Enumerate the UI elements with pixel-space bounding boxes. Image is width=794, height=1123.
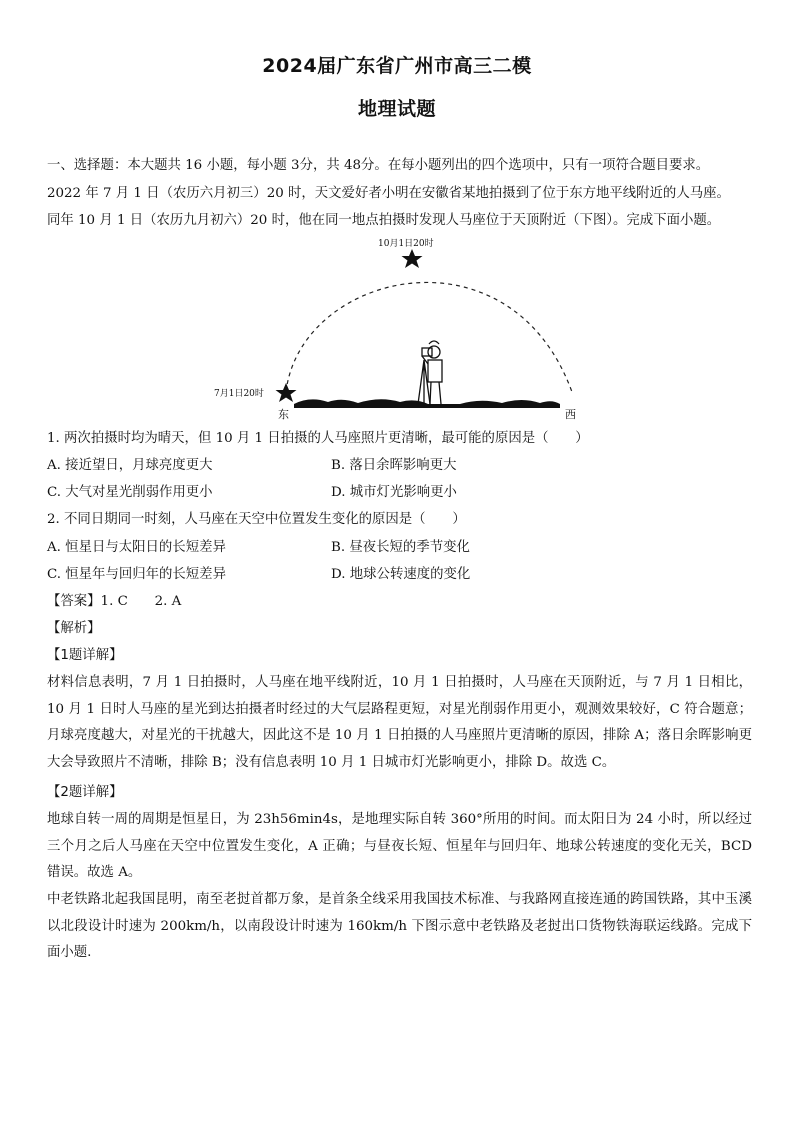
q1-analysis-body: 材料信息表明，7 月 1 日拍摄时，人马座在地平线附近，10 月 1 日拍摄时，人马座在天顶附近，与 7 月 1 日相比，10 月 1 日时人马座的星光到达拍摄者时经过的大气层路程更短，对星光削弱作用更小，观测效果较好，C 符合题意；月球亮度越大，对星光的干扰越大，因此这不是 10 月 1 日拍摄的人马座照片更清晰的原因，排除 A；落日余晖影响更大会导致照片不清晰，排除 B；没有信息表明 10 月 1 日城市灯光影响更小，排除 D。故选 C。 (47, 675, 752, 770)
q1-option-c: C. 大气对星光削弱作用更小 (47, 485, 213, 500)
label-jul1: 7月1日20时 (214, 389, 264, 399)
question-1-stem: 1. 两次拍摄时均为晴天，但 10 月 1 日拍摄的人马座照片更清晰，最可能的原因是（ ） (47, 431, 589, 446)
page-subtitle: 地理试题 (357, 98, 436, 120)
next-material-paragraph: 中老铁路北起我国昆明，南至老挝首都万象，是首条全线采用我国技术标准、与我路网直接连通的跨国铁路，其中玉溪以北段设计时速为 200km/h，以南段设计时速为 160km/h 下图示意中老铁路及老挝出口货物铁海联运线路。完成下面小题. (47, 892, 752, 960)
label-oct1: 10月1日20时 (378, 239, 434, 249)
q2-option-c: C. 恒星年与回归年的长短差异 (47, 567, 226, 582)
question-2-stem: 2. 不同日期同一时刻，人马座在天空中位置发生变化的原因是（ ） (47, 512, 466, 527)
star-icon (402, 249, 423, 268)
q2-option-d: D. 地球公转速度的变化 (331, 567, 471, 582)
ground-horizon (294, 399, 560, 408)
q2-option-a: A. 恒星日与太阳日的长短差异 (47, 540, 226, 555)
material-line-2: 同年 10 月 1 日（农历九月初六）20 时，他在同一地点拍摄时发现人马座位于天顶附近（下图）。完成下面小题。 (47, 213, 721, 228)
q2-option-b: B. 昼夜长短的季节变化 (331, 540, 470, 555)
analysis-header: 【解析】 (47, 621, 101, 636)
q2-analysis-header: 【2题详解】 (47, 785, 123, 800)
q1-option-b: B. 落日余晖影响更大 (331, 458, 457, 473)
star-path-arc (286, 282, 572, 392)
q2-analysis-body: 地球自转一周的周期是恒星日，为 23h56min4s，是地理实际自转 360°所用的时间。而太阳日为 24 小时，所以经过三个月之后人马座在天空中位置发生变化，A 正确；与昼夜长短、恒星年与回归年、地球公转速度的变化无关，BCD 错误。故选 A。 (47, 812, 752, 880)
q1-option-d: D. 城市灯光影响更小 (331, 485, 457, 500)
answer-line: 【答案】1. C 2. A (47, 594, 182, 609)
star-icon (276, 383, 297, 402)
q1-option-a: A. 接近望日，月球亮度更大 (47, 458, 213, 473)
section-instruction: 一、选择题：本大题共 16 小题，每小题 3分，共 48分。在每小题列出的四个选项中，只有一项符合题目要求。 (47, 158, 710, 173)
q1-analysis-header: 【1题详解】 (47, 648, 123, 663)
material-line-1: 2022 年 7 月 1 日（农历六月初三）20 时，天文爱好者小明在安徽省某地拍摄到了位于东方地平线附近的人马座。 (47, 186, 730, 201)
direction-west: 西 (565, 408, 576, 421)
page-title: 2024届广东省广州市高三二模 (262, 55, 532, 77)
sky-diagram (210, 232, 590, 422)
sky-figure (210, 232, 590, 422)
photographer-icon (418, 341, 442, 404)
direction-east: 东 (278, 408, 289, 421)
